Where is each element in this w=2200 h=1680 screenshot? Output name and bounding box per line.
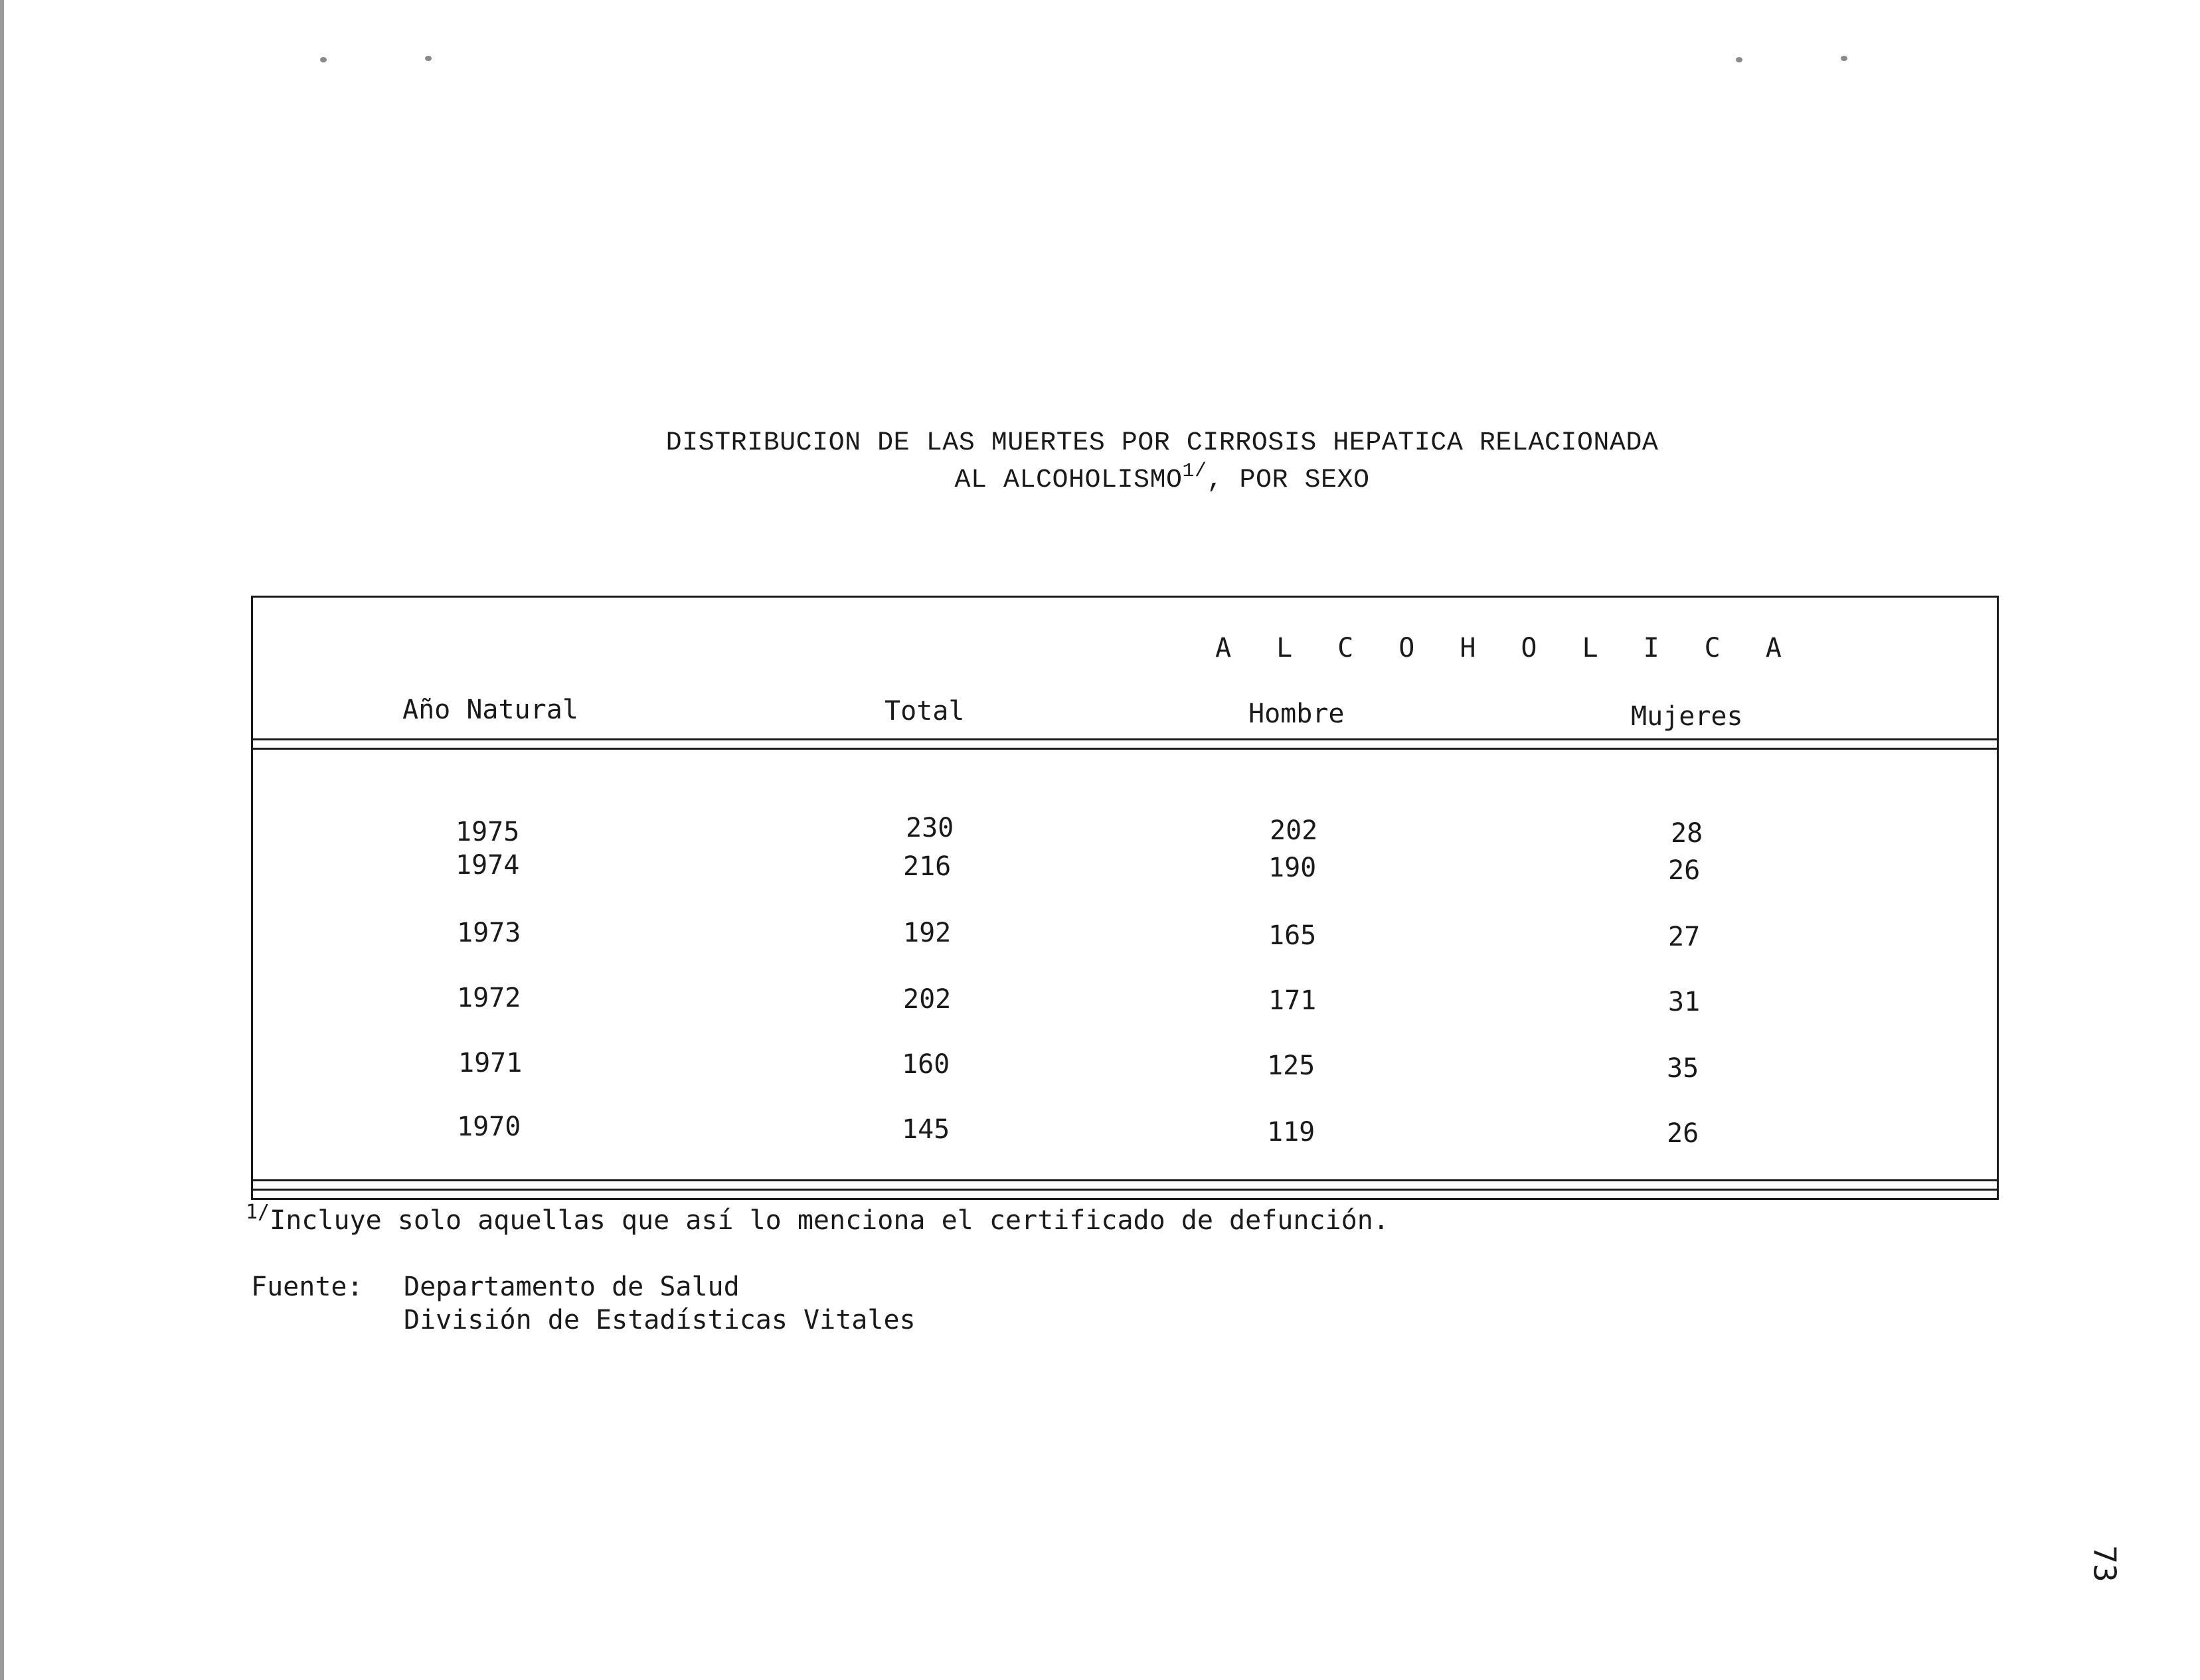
page-number: 73 xyxy=(2086,1545,2123,1582)
footer-rule-bottom xyxy=(251,1189,1999,1191)
cell-women: 35 xyxy=(1667,1053,1699,1084)
cell-total: 145 xyxy=(902,1114,950,1145)
scan-edge xyxy=(0,0,4,1680)
footer-rule-top xyxy=(251,1179,1999,1181)
group-header-alcoholica: ALCOHOLICA xyxy=(1215,633,1827,663)
footnote xyxy=(246,1201,1389,1236)
title-line-2: AL $ALCOHOLISMO^{1/}$, POR SEXO xyxy=(954,460,1370,495)
cell-total: 202 xyxy=(903,984,952,1015)
cell-men: 171 xyxy=(1268,985,1317,1016)
source-line-2: División de Estadísticas Vitales xyxy=(404,1305,916,1335)
table-title xyxy=(598,425,1727,501)
cell-year: 1972 xyxy=(457,983,521,1013)
cell-women: 31 xyxy=(1668,987,1701,1017)
cell-women: 26 xyxy=(1668,855,1701,886)
cell-year: 1971 xyxy=(458,1048,523,1078)
data-table xyxy=(251,596,1999,1200)
cell-total: 216 xyxy=(903,851,952,882)
scan-speck xyxy=(1736,57,1742,62)
cell-year: 1973 xyxy=(457,918,521,948)
cell-women: 28 xyxy=(1671,818,1703,849)
cell-men: 125 xyxy=(1267,1050,1315,1081)
source-line-1: Departamento de Salud xyxy=(404,1272,740,1302)
cell-men: 202 xyxy=(1270,815,1318,846)
cell-total: 192 xyxy=(903,918,952,948)
col-header-women: Mujeres xyxy=(1631,701,1743,732)
cell-men: 165 xyxy=(1268,920,1317,951)
footnote-text: Incluye solo aquellas que así lo menciona el certificado de defunción. xyxy=(270,1205,1389,1236)
cell-total: 230 xyxy=(906,813,954,843)
cell-men: 119 xyxy=(1267,1117,1315,1147)
cell-year: 1970 xyxy=(457,1112,521,1142)
cell-women: 26 xyxy=(1667,1118,1699,1149)
cell-women: 27 xyxy=(1668,922,1701,952)
col-header-total: Total xyxy=(885,696,965,726)
title-line-1: DISTRIBUCION DE LAS MUERTES POR CIRROSIS HEPATICA RELACIONADA xyxy=(665,428,1659,458)
cell-year: 1974 xyxy=(456,850,520,881)
cell-men: 190 xyxy=(1268,853,1317,883)
source-label: Fuente: xyxy=(251,1272,363,1302)
header-rule-top xyxy=(251,738,1999,740)
cell-year: 1975 xyxy=(456,817,520,847)
scan-speck xyxy=(320,57,327,62)
footnote-reference: 1/ xyxy=(1182,460,1207,483)
footnote-marker: 1/ xyxy=(246,1201,270,1224)
header-rule-bottom xyxy=(251,748,1999,750)
scan-speck xyxy=(1841,56,1847,61)
col-header-year: Año Natural xyxy=(402,695,578,725)
col-header-men: Hombre xyxy=(1248,699,1345,729)
scan-speck xyxy=(425,56,432,61)
cell-total: 160 xyxy=(902,1049,950,1080)
